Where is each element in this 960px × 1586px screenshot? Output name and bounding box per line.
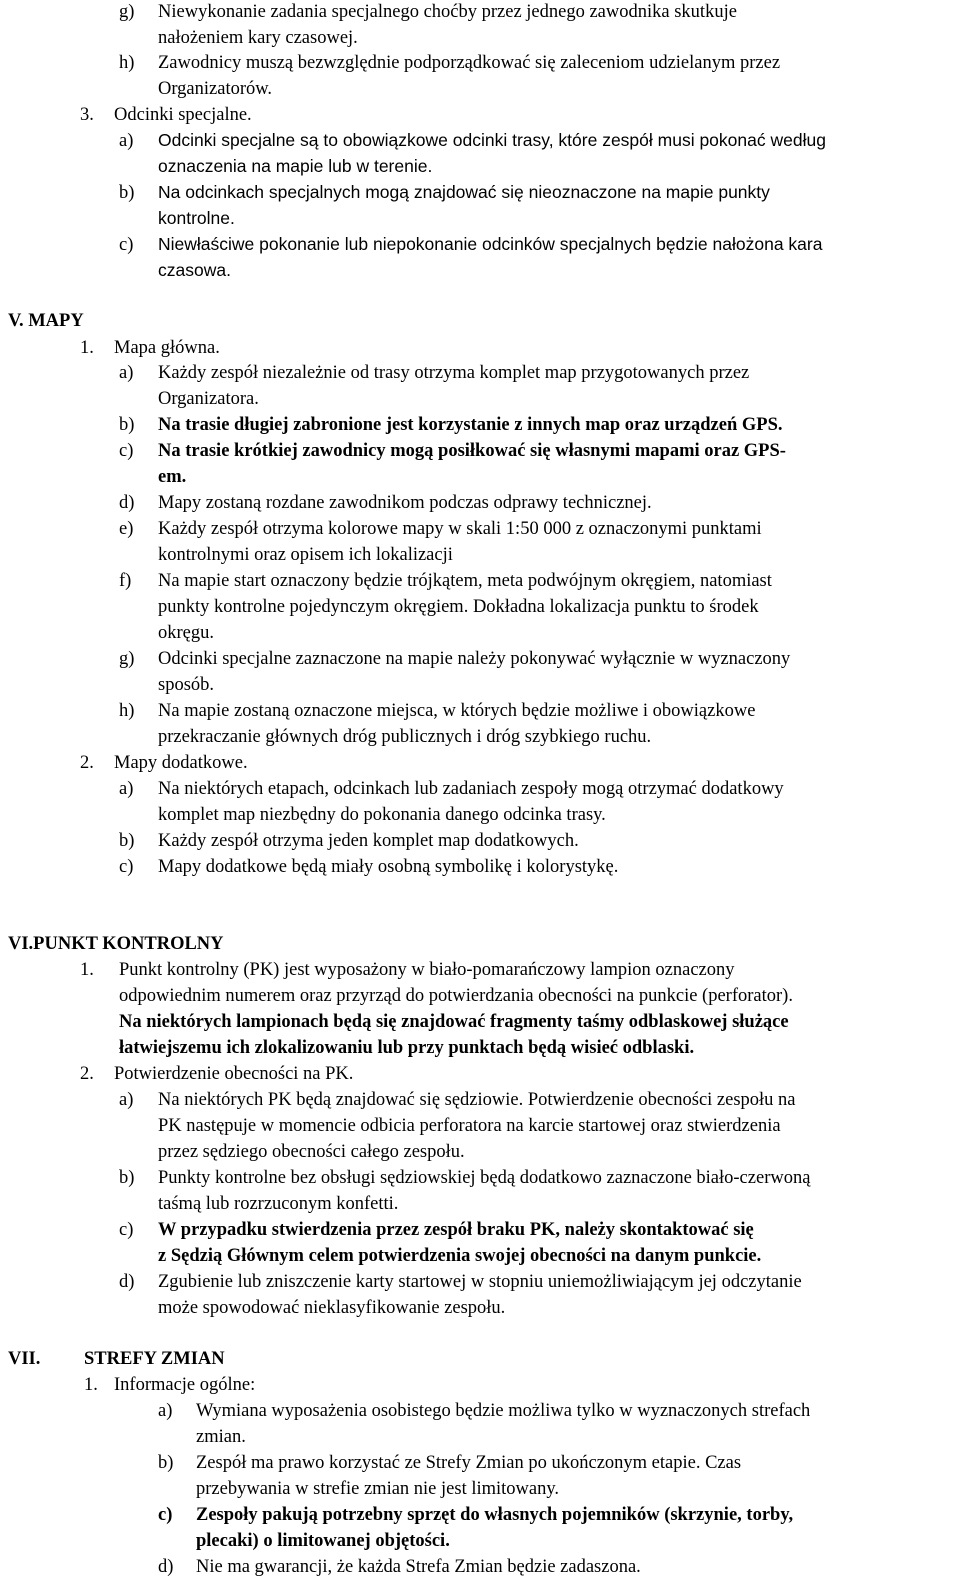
item-text-h-cont: przekraczanie głównych dróg publicznych i dróg szybkiego ruchu. [158,727,652,747]
item-letter-c: c) [119,441,134,461]
item-text-1: Punkt kontrolny (PK) jest wyposażony w biało-pomarańczowy lampion oznaczony [119,960,735,980]
item-text-a: Odcinki specjalne są to obowiązkowe odcinki trasy, które zespół musi pokonać według [158,130,826,150]
item-text-d: Zgubienie lub zniszczenie karty startowej w stopniu uniemożliwiającym jej odczytanie [158,1272,802,1292]
item-letter-a: a) [119,363,134,383]
list-number-1: 1. [80,338,94,358]
subsection-title-informacje: Informacje ogólne: [114,1375,256,1395]
item-text-e: Każdy zespół otrzyma kolorowe mapy w skali 1:50 000 z oznaczonymi punktami [158,519,762,539]
item-letter-b: b) [119,1168,135,1188]
subsection-title-mapy-dodatkowe: Mapy dodatkowe. [114,753,248,773]
item-text-c: Zespoły pakują potrzebny sprzęt do własnych pojemników (skrzynie, torby, [196,1505,794,1525]
section-heading-mapy: V. MAPY [8,311,84,331]
item-text-c-cont: z Sędzią Głównym celem potwierdzenia swojej obecności na danym punkcie. [158,1246,762,1266]
item-text-a: Każdy zespół niezależnie od trasy otrzyma komplet map przygotowanych przez [158,363,750,383]
item-text-b: Zespół ma prawo korzystać ze Strefy Zmian po ukończonym etapie. Czas [196,1453,742,1473]
item-text-h-cont: Organizatorów. [158,79,273,99]
item-letter-d: d) [119,1272,135,1292]
item-letter-a: a) [119,131,134,151]
item-text-1-cont: odpowiednim numerem oraz przyrząd do potwierdzania obecności na punkcie (perforator). [119,986,793,1006]
item-text-a: Wymiana wyposażenia osobistego będzie możliwa tylko w wyznaczonych strefach [196,1401,811,1421]
section-heading-punkt-kontrolny: VI.PUNKT KONTROLNY [8,934,224,954]
item-text-h: Zawodnicy muszą bezwzględnie podporządkować się zaleceniom udzielanym przez [158,53,781,73]
item-letter-c: c) [119,235,134,255]
item-text-b: Na trasie długiej zabronione jest korzystanie z innych map oraz urządzeń GPS. [158,415,783,435]
item-text-1-bold-cont: łatwiejszemu ich zlokalizowaniu lub przy punktach będą wisieć odblaski. [119,1038,695,1058]
subsection-title-mapa-glowna: Mapa główna. [114,338,220,358]
item-letter-b: b) [158,1453,174,1473]
item-text-a-cont: komplet map niezbędny do pokonania danego odcinka trasy. [158,805,606,825]
item-text-c-cont: plecaki) o limitowanej objętości. [196,1531,450,1551]
item-letter-e: e) [119,519,134,539]
item-text-b: Każdy zespół otrzyma jeden komplet map dodatkowych. [158,831,579,851]
item-text-a-cont2: przez sędziego obecności całego zespołu. [158,1142,465,1162]
item-text-a-cont: oznaczenia na mapie lub w terenie. [158,156,433,176]
item-text-g-cont: sposób. [158,675,215,695]
item-text-d-cont: może spowodować nieklasyfikowanie zespołu. [158,1298,506,1318]
item-text-a-cont: zmian. [196,1427,246,1447]
list-number-1: 1. [80,960,94,980]
section-heading-strefy-zmian: STREFY ZMIAN [84,1349,225,1369]
item-text-b-cont: przebywania w strefie zmian nie jest limitowany. [196,1479,560,1499]
item-letter-f: f) [119,571,132,591]
item-text-1-bold: Na niektórych lampionach będą się znajdować fragmenty taśmy odblaskowej służące [119,1012,789,1032]
item-text-c-cont: em. [158,467,187,487]
item-letter-a: a) [119,779,134,799]
item-text-c: Niewłaściwe pokonanie lub niepokonanie odcinków specjalnych będzie nałożona kara [158,234,823,254]
item-text-c-cont: czasowa. [158,260,231,280]
item-text-e-cont: kontrolnymi oraz opisem ich lokalizacji [158,545,453,565]
list-number-2: 2. [80,1064,94,1084]
item-text-a: Na niektórych etapach, odcinkach lub zadaniach zespoły mogą otrzymać dodatkowy [158,779,784,799]
list-number-3: 3. [80,105,94,125]
item-text-a-cont: Organizatora. [158,389,259,409]
item-text-f: Na mapie start oznaczony będzie trójkątem, meta podwójnym okręgiem, natomiast [158,571,772,591]
item-letter-c: c) [119,1220,134,1240]
item-text-h: Na mapie zostaną oznaczone miejsca, w których będzie możliwe i obowiązkowe [158,701,756,721]
section-number-vii: VII. [8,1349,41,1369]
item-letter-b: b) [119,183,135,203]
item-text-c: Na trasie krótkiej zawodnicy mogą posiłkować się własnymi mapami oraz GPS- [158,441,786,461]
item-text-f-cont2: okręgu. [158,623,214,643]
item-text-g: Niewykonanie zadania specjalnego choćby przez jednego zawodnika skutkuje [158,2,737,22]
item-letter-c: c) [158,1505,173,1525]
item-text-d: Nie ma gwarancji, że każda Strefa Zmian będzie zadaszona. [196,1557,641,1577]
item-text-b-cont: taśmą lub rozrzuconym konfetti. [158,1194,399,1214]
list-number-2: 2. [80,753,94,773]
item-text-g: Odcinki specjalne zaznaczone na mapie należy pokonywać wyłącznie w wyznaczony [158,649,791,669]
item-letter-a: a) [158,1401,173,1421]
item-letter-h: h) [119,701,135,721]
item-text-f-cont: punkty kontrolne pojedynczym okręgiem. Dokładna lokalizacja punktu to środek [158,597,759,617]
subsection-title-potwierdzenie: Potwierdzenie obecności na PK. [114,1064,354,1084]
subsection-title-odcinki: Odcinki specjalne. [114,105,252,125]
item-letter-a: a) [119,1090,134,1110]
item-letter-c: c) [119,857,134,877]
item-letter-h: h) [119,53,135,73]
item-text-c: Mapy dodatkowe będą miały osobną symbolikę i kolorystykę. [158,857,619,877]
list-number-1: 1. [84,1375,98,1395]
item-text-b-cont: kontrolne. [158,208,235,228]
item-text-b: Punkty kontrolne bez obsługi sędziowskiej będą dodatkowo zaznaczone biało-czerwoną [158,1168,811,1188]
item-letter-d: d) [158,1557,174,1577]
item-letter-g: g) [119,2,135,22]
item-letter-b: b) [119,831,135,851]
item-letter-d: d) [119,493,135,513]
item-text-c: W przypadku stwierdzenia przez zespół braku PK, należy skontaktować się [158,1220,754,1240]
item-text-d: Mapy zostaną rozdane zawodnikom podczas odprawy technicznej. [158,493,652,513]
item-letter-b: b) [119,415,135,435]
item-letter-g: g) [119,649,135,669]
item-text-a-cont: PK następuje w momencie odbicia perforatora na karcie startowej oraz stwierdzenia [158,1116,781,1136]
item-text-a: Na niektórych PK będą znajdować się sędziowie. Potwierdzenie obecności zespołu na [158,1090,796,1110]
item-text-g-cont: nałożeniem kary czasowej. [158,28,358,48]
item-text-b: Na odcinkach specjalnych mogą znajdować się nieoznaczone na mapie punkty [158,182,770,202]
